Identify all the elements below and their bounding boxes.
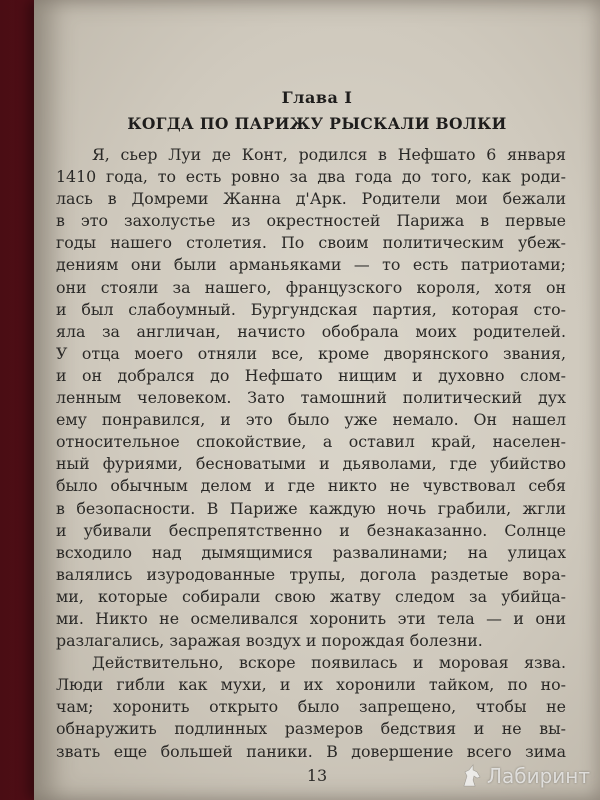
unicorn-icon	[461, 764, 483, 788]
body-text	[56, 144, 566, 763]
text-line: Люди гибли как мухи, и их хоронили тайком, по но-	[56, 675, 566, 695]
text-line: ми, которые собирали свою жатву следом за убийца-	[56, 586, 566, 606]
text-line: ему понравился, и это было уже немало. Он нашел	[56, 410, 566, 430]
chapter-title: КОГДА ПО ПАРИЖУ РЫСКАЛИ ВОЛКИ	[127, 114, 507, 133]
chapter-label: Глава I	[281, 88, 353, 107]
text-line: валялись изуродованные трупы, догола раздетые вора-	[56, 564, 566, 584]
text-line: лась в Домреми Жанна д'Арк. Родители мои бежали	[56, 189, 566, 209]
text-line: 1410 года, то есть ровно за два года до того, как роди-	[56, 167, 566, 187]
text-line: и был слабоумный. Бургундская партия, которая сто-	[56, 299, 566, 319]
text-line: и он добрался до Нефшато нищим и духовно слом-	[56, 365, 566, 385]
watermark	[461, 764, 590, 788]
text-line: они стояли за нашего, французского короля, хотя он	[56, 277, 566, 297]
text-line: Действительно, вскоре появилась и моровая язва.	[92, 653, 566, 673]
text-line: ный фуриями, бесноватыми и дьяволами, где убийство	[56, 454, 566, 474]
page-number: 13	[306, 766, 328, 785]
text-line: Я, сьер Луи де Конт, родился в Нефшато 6 января	[92, 145, 566, 164]
text-line: относительное спокойствие, а оставил край, населен-	[56, 432, 566, 452]
text-line: обнаружить подлинных размеров бедствия и не вы-	[56, 719, 566, 739]
text-line: и убивали беспрепятственно и безнаказанно. Солнце	[56, 520, 566, 540]
text-line: ми. Никто не осмеливался хоронить эти тела — и они	[56, 608, 566, 628]
text-line: звать еще большей паники. В довершение всего зима	[56, 741, 566, 761]
book-page	[34, 0, 600, 800]
text-line: было обычным делом и где никто не чувствовал себя	[56, 476, 566, 496]
text-line: чам; хоронить открыто было запрещено, чтобы не	[56, 697, 566, 717]
text-line: ленным человеком. Зато тамошний политический дух	[56, 388, 566, 408]
text-line: дениям они были арманьяками — то есть патриотами;	[56, 255, 566, 275]
text-line: в это захолустье из окрестностей Парижа в первые	[56, 211, 566, 231]
text-line: разлагались, заражая воздух и порождая болезни.	[56, 631, 483, 651]
text-line: годы нашего столетия. По своим политическим убеж-	[56, 233, 566, 253]
text-line: всходило над дымящимися развалинами; на улицах	[56, 542, 566, 562]
text-line: У отца моего отняли все, кроме дворянского звания,	[56, 343, 566, 363]
text-line: в безопасности. В Париже каждую ночь грабили, жгли	[56, 498, 566, 518]
watermark-text: Лабиринт	[486, 764, 590, 788]
text-line: яла за англичан, начисто обобрала моих родителей.	[56, 321, 566, 341]
